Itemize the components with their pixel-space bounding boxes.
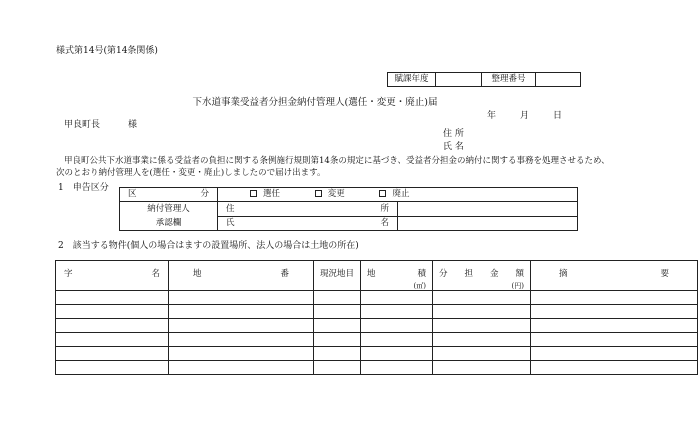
- table-cell[interactable]: [56, 318, 169, 332]
- header-chiban: 地番: [169, 261, 314, 291]
- table-cell[interactable]: [361, 346, 433, 360]
- manager-address-field[interactable]: [398, 202, 578, 217]
- option-change[interactable]: 変更: [315, 190, 345, 199]
- form-id: 様式第14号(第14条関係): [56, 46, 158, 56]
- header-remarks: 摘要: [531, 261, 698, 291]
- area-unit: (㎡): [413, 281, 426, 290]
- section1-heading: 1 申告区分: [58, 183, 109, 193]
- office-use-box: [387, 72, 581, 87]
- table-cell[interactable]: [169, 290, 314, 304]
- checkbox-icon: [250, 190, 257, 197]
- table-cell[interactable]: [56, 346, 169, 360]
- manager-name-field[interactable]: [398, 216, 578, 231]
- declaration-table: [119, 187, 578, 231]
- page-title: 下水道事業受益者分担金納付管理人(選任・変更・廃止)届: [192, 97, 438, 108]
- header-amount: 分担金額 (円): [433, 261, 531, 291]
- table-cell[interactable]: [169, 346, 314, 360]
- manager-approval-cell: [120, 202, 218, 231]
- option-abolish[interactable]: 廃止: [379, 190, 409, 199]
- table-cell[interactable]: [361, 332, 433, 346]
- table-cell[interactable]: [56, 360, 169, 374]
- date-month: 月: [520, 111, 530, 121]
- property-table: [55, 260, 698, 375]
- table-row: [56, 304, 698, 318]
- category-options: [218, 188, 578, 202]
- table-cell[interactable]: [56, 290, 169, 304]
- table-cell[interactable]: [169, 318, 314, 332]
- table-row: [56, 360, 698, 374]
- table-cell[interactable]: [169, 360, 314, 374]
- table-cell[interactable]: [361, 318, 433, 332]
- table-row: [56, 318, 698, 332]
- table-cell[interactable]: [169, 332, 314, 346]
- body-text-line2: 次のとおり納付管理人を(選任・変更・廃止)しましたので届け出ます。: [56, 168, 326, 178]
- checkbox-icon: [379, 190, 386, 197]
- table-cell[interactable]: [314, 332, 361, 346]
- table-cell[interactable]: [433, 346, 531, 360]
- header-aza: 字名: [56, 261, 169, 291]
- table-cell[interactable]: [531, 304, 698, 318]
- table-cell[interactable]: [433, 318, 531, 332]
- table-cell[interactable]: [314, 360, 361, 374]
- table-cell[interactable]: [361, 304, 433, 318]
- fiscal-year-label: 賦課年度: [388, 73, 436, 87]
- table-cell[interactable]: [56, 304, 169, 318]
- table-cell[interactable]: [361, 290, 433, 304]
- approval-label: 承認欄: [155, 218, 182, 228]
- table-cell[interactable]: [361, 360, 433, 374]
- table-row: [56, 346, 698, 360]
- table-cell[interactable]: [531, 360, 698, 374]
- addressee-honorific: 様: [128, 120, 138, 130]
- table-cell[interactable]: [433, 304, 531, 318]
- table-cell[interactable]: [433, 332, 531, 346]
- applicant-address-label: 住 所: [443, 129, 464, 139]
- ref-no-field[interactable]: [536, 73, 581, 87]
- table-cell[interactable]: [314, 304, 361, 318]
- table-cell[interactable]: [531, 332, 698, 346]
- property-rows: [56, 290, 698, 374]
- option-appoint[interactable]: 選任: [250, 190, 280, 199]
- date-year: 年: [487, 111, 497, 121]
- table-row: [56, 290, 698, 304]
- manager-name-label: 氏 名: [218, 216, 398, 231]
- manager-address-label: 住 所: [218, 202, 398, 217]
- header-genkyo: 現況地目: [314, 261, 361, 291]
- body-text-line1: 甲良町公共下水道事業に係る受益者の負担に関する条例施行規則第14条の規定に基づき、受益者分担金の納付に関する事務を処理させるため、: [64, 156, 610, 166]
- table-row: [56, 332, 698, 346]
- table-cell[interactable]: [56, 332, 169, 346]
- category-label: 区 分: [120, 188, 218, 202]
- table-cell[interactable]: [314, 318, 361, 332]
- table-cell[interactable]: [169, 304, 314, 318]
- table-cell[interactable]: [531, 290, 698, 304]
- applicant-name-label: 氏 名: [443, 142, 464, 152]
- table-cell[interactable]: [531, 318, 698, 332]
- header-area: 地積 (㎡): [361, 261, 433, 291]
- table-cell[interactable]: [433, 290, 531, 304]
- manager-label: 納付管理人: [147, 204, 190, 214]
- table-cell[interactable]: [314, 346, 361, 360]
- addressee-name: 甲良町長: [64, 120, 101, 130]
- date-day: 日: [553, 111, 563, 121]
- section2-heading: 2 該当する物件(個人の場合はますの設置場所、法人の場合は土地の所在): [58, 241, 359, 251]
- amount-unit: (円): [511, 281, 524, 290]
- ref-no-label: 整理番号: [482, 73, 536, 87]
- table-cell[interactable]: [314, 290, 361, 304]
- checkbox-icon: [315, 190, 322, 197]
- fiscal-year-field[interactable]: [436, 73, 482, 87]
- table-cell[interactable]: [433, 360, 531, 374]
- table-cell[interactable]: [531, 346, 698, 360]
